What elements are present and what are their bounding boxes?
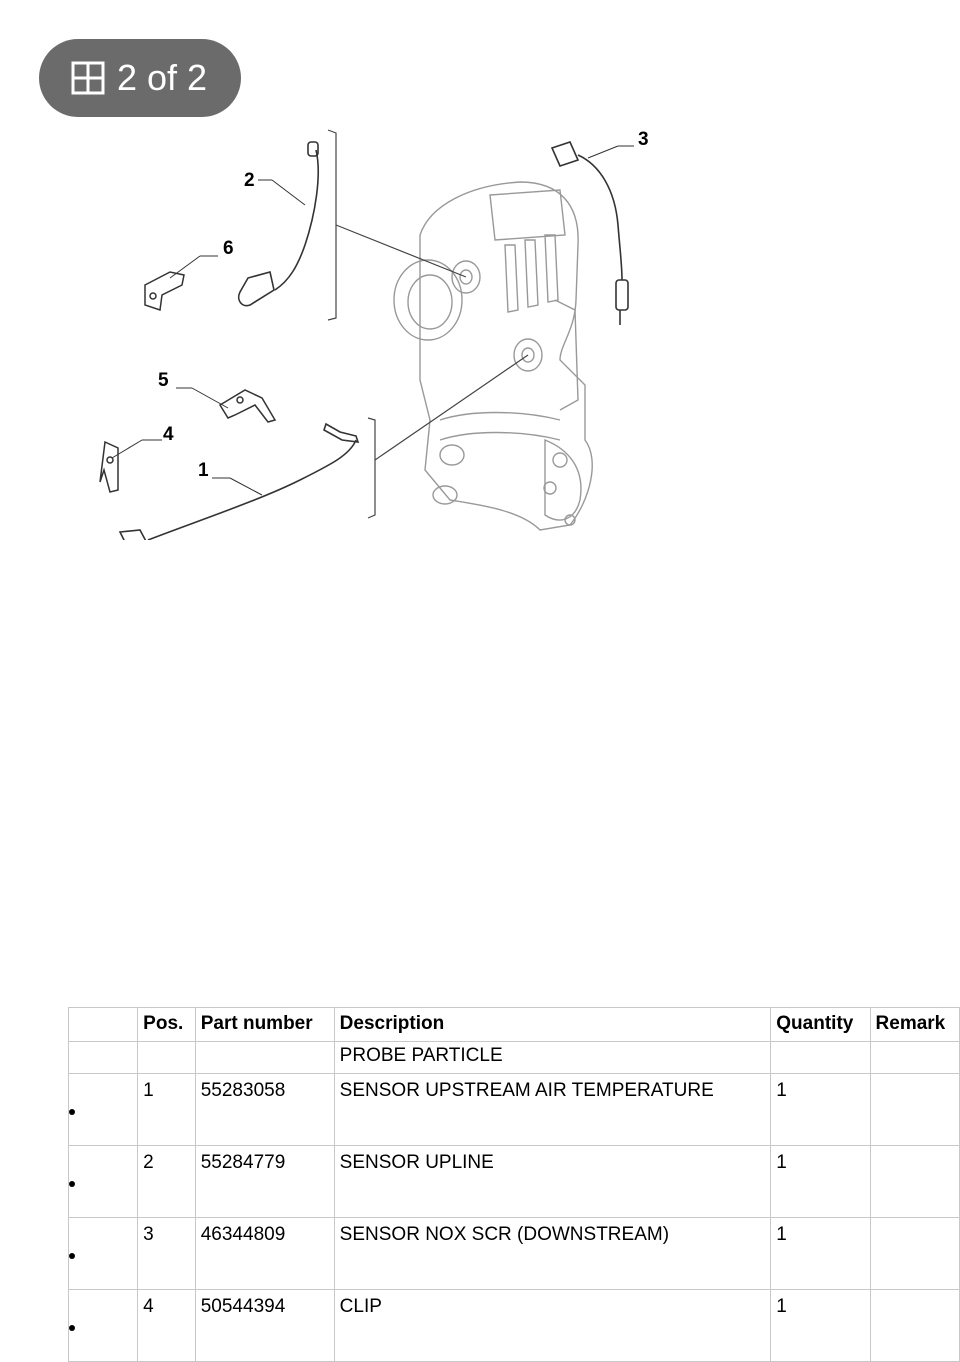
row-remark bbox=[870, 1218, 959, 1290]
table-row[interactable] bbox=[69, 1146, 960, 1218]
callout-6: 6 bbox=[223, 238, 234, 259]
row-description: CLIP bbox=[334, 1290, 771, 1362]
converter-body-outline bbox=[420, 182, 592, 530]
row-part-number: 46344809 bbox=[195, 1218, 334, 1290]
part-4-clip bbox=[100, 442, 118, 492]
callout-4: 4 bbox=[163, 424, 174, 445]
table-row[interactable] bbox=[69, 1290, 960, 1362]
row-part-number: 55284779 bbox=[195, 1146, 334, 1218]
header-part-number: Part number bbox=[195, 1008, 334, 1042]
row-bullet bbox=[69, 1146, 138, 1218]
exploded-parts-diagram bbox=[0, 120, 700, 540]
table-group-row bbox=[69, 1042, 960, 1074]
row-pos: 3 bbox=[138, 1218, 196, 1290]
row-remark bbox=[870, 1290, 959, 1362]
callout-2: 2 bbox=[244, 170, 255, 191]
header-bullet bbox=[69, 1008, 138, 1042]
row-remark bbox=[870, 1146, 959, 1218]
row-description: SENSOR NOX SCR (DOWNSTREAM) bbox=[334, 1218, 771, 1290]
part-6-bracket bbox=[145, 272, 184, 310]
callout-3: 3 bbox=[638, 129, 649, 150]
part-5-bracket bbox=[220, 390, 275, 422]
bullet-icon bbox=[69, 1109, 75, 1115]
row-quantity: 1 bbox=[771, 1218, 870, 1290]
row-bullet bbox=[69, 1290, 138, 1362]
row-description: SENSOR UPSTREAM AIR TEMPERATURE bbox=[334, 1074, 771, 1146]
table-row[interactable] bbox=[69, 1074, 960, 1146]
group-label: PROBE PARTICLE bbox=[334, 1042, 771, 1074]
bullet-icon bbox=[69, 1181, 75, 1187]
row-pos: 1 bbox=[138, 1074, 196, 1146]
table-header-row bbox=[69, 1008, 960, 1042]
row-description: SENSOR UPLINE bbox=[334, 1146, 771, 1218]
gallery-grid-icon bbox=[71, 61, 117, 95]
header-remark: Remark bbox=[870, 1008, 959, 1042]
header-quantity: Quantity bbox=[771, 1008, 870, 1042]
row-quantity: 1 bbox=[771, 1146, 870, 1218]
gallery-counter-label: 2 of 2 bbox=[117, 57, 208, 98]
header-pos: Pos. bbox=[138, 1008, 196, 1042]
row-remark bbox=[870, 1074, 959, 1146]
row-bullet bbox=[69, 1074, 138, 1146]
part-2-sensor-upline bbox=[239, 142, 318, 306]
row-part-number: 55283058 bbox=[195, 1074, 334, 1146]
callout-1: 1 bbox=[198, 460, 209, 481]
bullet-icon bbox=[69, 1253, 75, 1259]
part-1-sensor-temperature bbox=[120, 424, 358, 540]
gallery-counter-badge[interactable] bbox=[39, 39, 241, 117]
row-pos: 2 bbox=[138, 1146, 196, 1218]
row-part-number: 50544394 bbox=[195, 1290, 334, 1362]
row-bullet bbox=[69, 1218, 138, 1290]
parts-table bbox=[68, 1007, 960, 1362]
part-3-sensor-nox bbox=[552, 142, 628, 325]
header-description: Description bbox=[334, 1008, 771, 1042]
row-quantity: 1 bbox=[771, 1290, 870, 1362]
table-row[interactable] bbox=[69, 1218, 960, 1290]
row-pos: 4 bbox=[138, 1290, 196, 1362]
row-quantity: 1 bbox=[771, 1074, 870, 1146]
callout-5: 5 bbox=[158, 370, 169, 391]
bullet-icon bbox=[69, 1325, 75, 1331]
